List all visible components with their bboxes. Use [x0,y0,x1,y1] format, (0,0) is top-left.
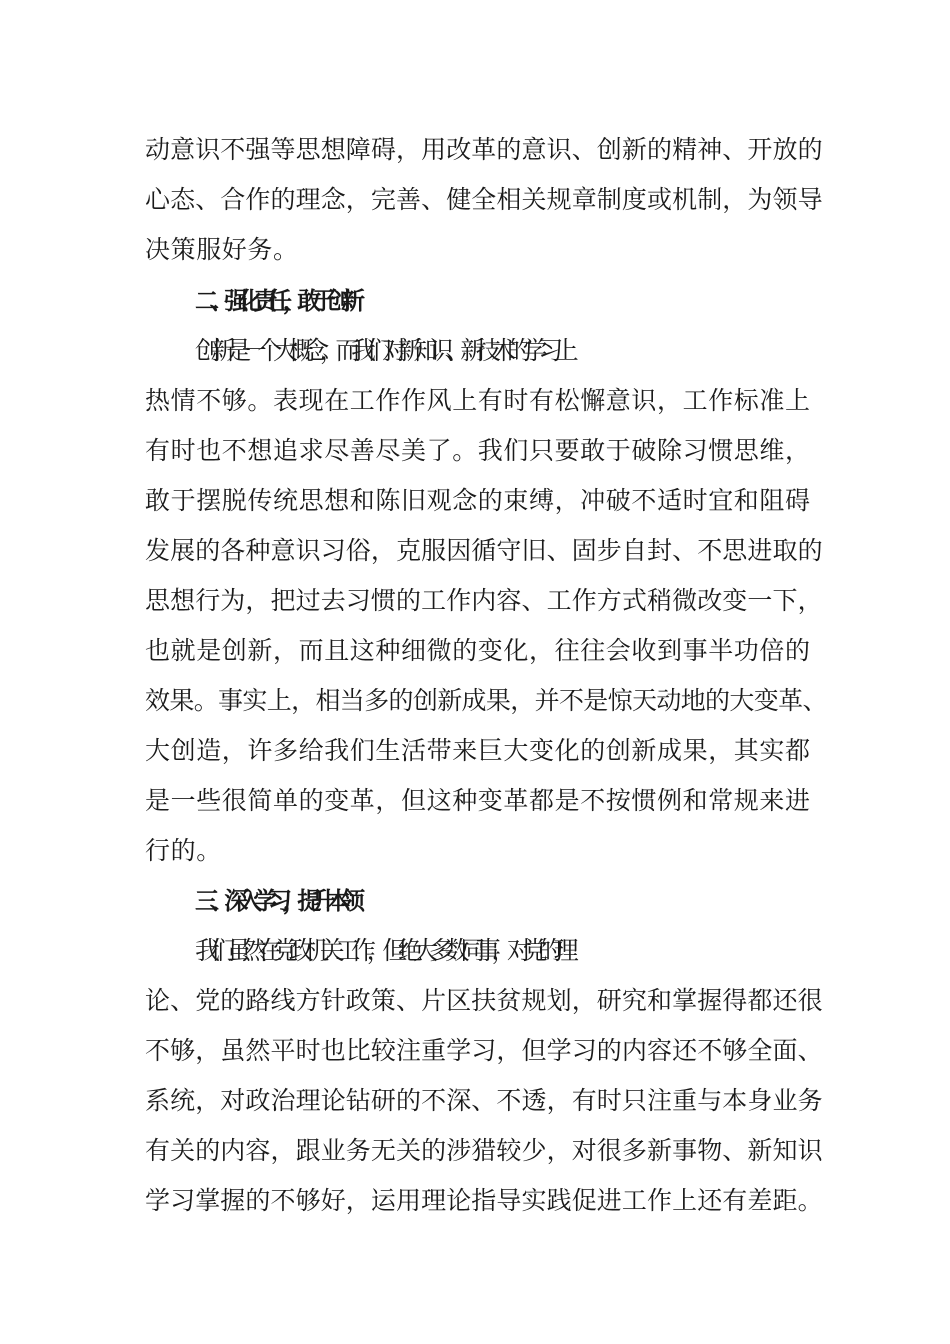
paragraph-line: 创新是一个大概念，而我们对新知识、新技术的学习上 [195,336,570,365]
paragraph-line: 心态、合作的理念，完善、健全相关规章制度或机制，为领导 [145,185,823,214]
paragraph-line: 论、党的路线方针政策、片区扶贫规划，研究和掌握得都还很 [145,986,823,1015]
paragraph-line: 效果。事实上，相当多的创新成果，并不是惊天动地的大变革、 [145,686,827,715]
paragraph-line: 有关的内容，跟业务无关的涉猎较少，对很多新事物、新知识 [145,1136,823,1165]
paragraph-line: 也就是创新，而且这种细微的变化，往往会收到事半功倍的 [145,636,811,665]
section-heading-2: 二、强化责任，敢于创新 [195,287,356,315]
paragraph-line: 思想行为，把过去习惯的工作内容、工作方式稍微改变一下， [145,586,823,615]
paragraph-line: 我们虽然在党政机关工作，但绝大多数同事，对党的理 [195,936,570,965]
paragraph-line: 决策服好务。 [145,235,299,264]
section-heading-3: 三、深入学习，提升本领 [195,887,356,915]
paragraph-line: 学习掌握的不够好，运用理论指导实践促进工作上还有差距。 [145,1186,823,1215]
paragraph-line: 是一些很简单的变革，但这种变革都是不按惯例和常规来进 [145,786,811,815]
paragraph-line: 动意识不强等思想障碍，用改革的意识、创新的精神、开放的 [145,135,823,164]
paragraph-line: 有时也不想追求尽善尽美了。我们只要敢于破除习惯思维， [145,436,811,465]
paragraph-line: 行的。 [145,836,222,865]
paragraph-line: 不够，虽然平时也比较注重学习，但学习的内容还不够全面、 [145,1036,823,1065]
paragraph-line: 热情不够。表现在工作作风上有时有松懈意识，工作标准上 [145,386,811,415]
paragraph-line: 敢于摆脱传统思想和陈旧观念的束缚，冲破不适时宜和阻碍 [145,486,811,515]
paragraph-line: 大创造，许多给我们生活带来巨大变化的创新成果，其实都 [145,736,811,765]
paragraph-line: 系统，对政治理论钻研的不深、不透，有时只注重与本身业务 [145,1086,823,1115]
paragraph-line: 发展的各种意识习俗，克服因循守旧、固步自封、不思进取的 [145,536,823,565]
